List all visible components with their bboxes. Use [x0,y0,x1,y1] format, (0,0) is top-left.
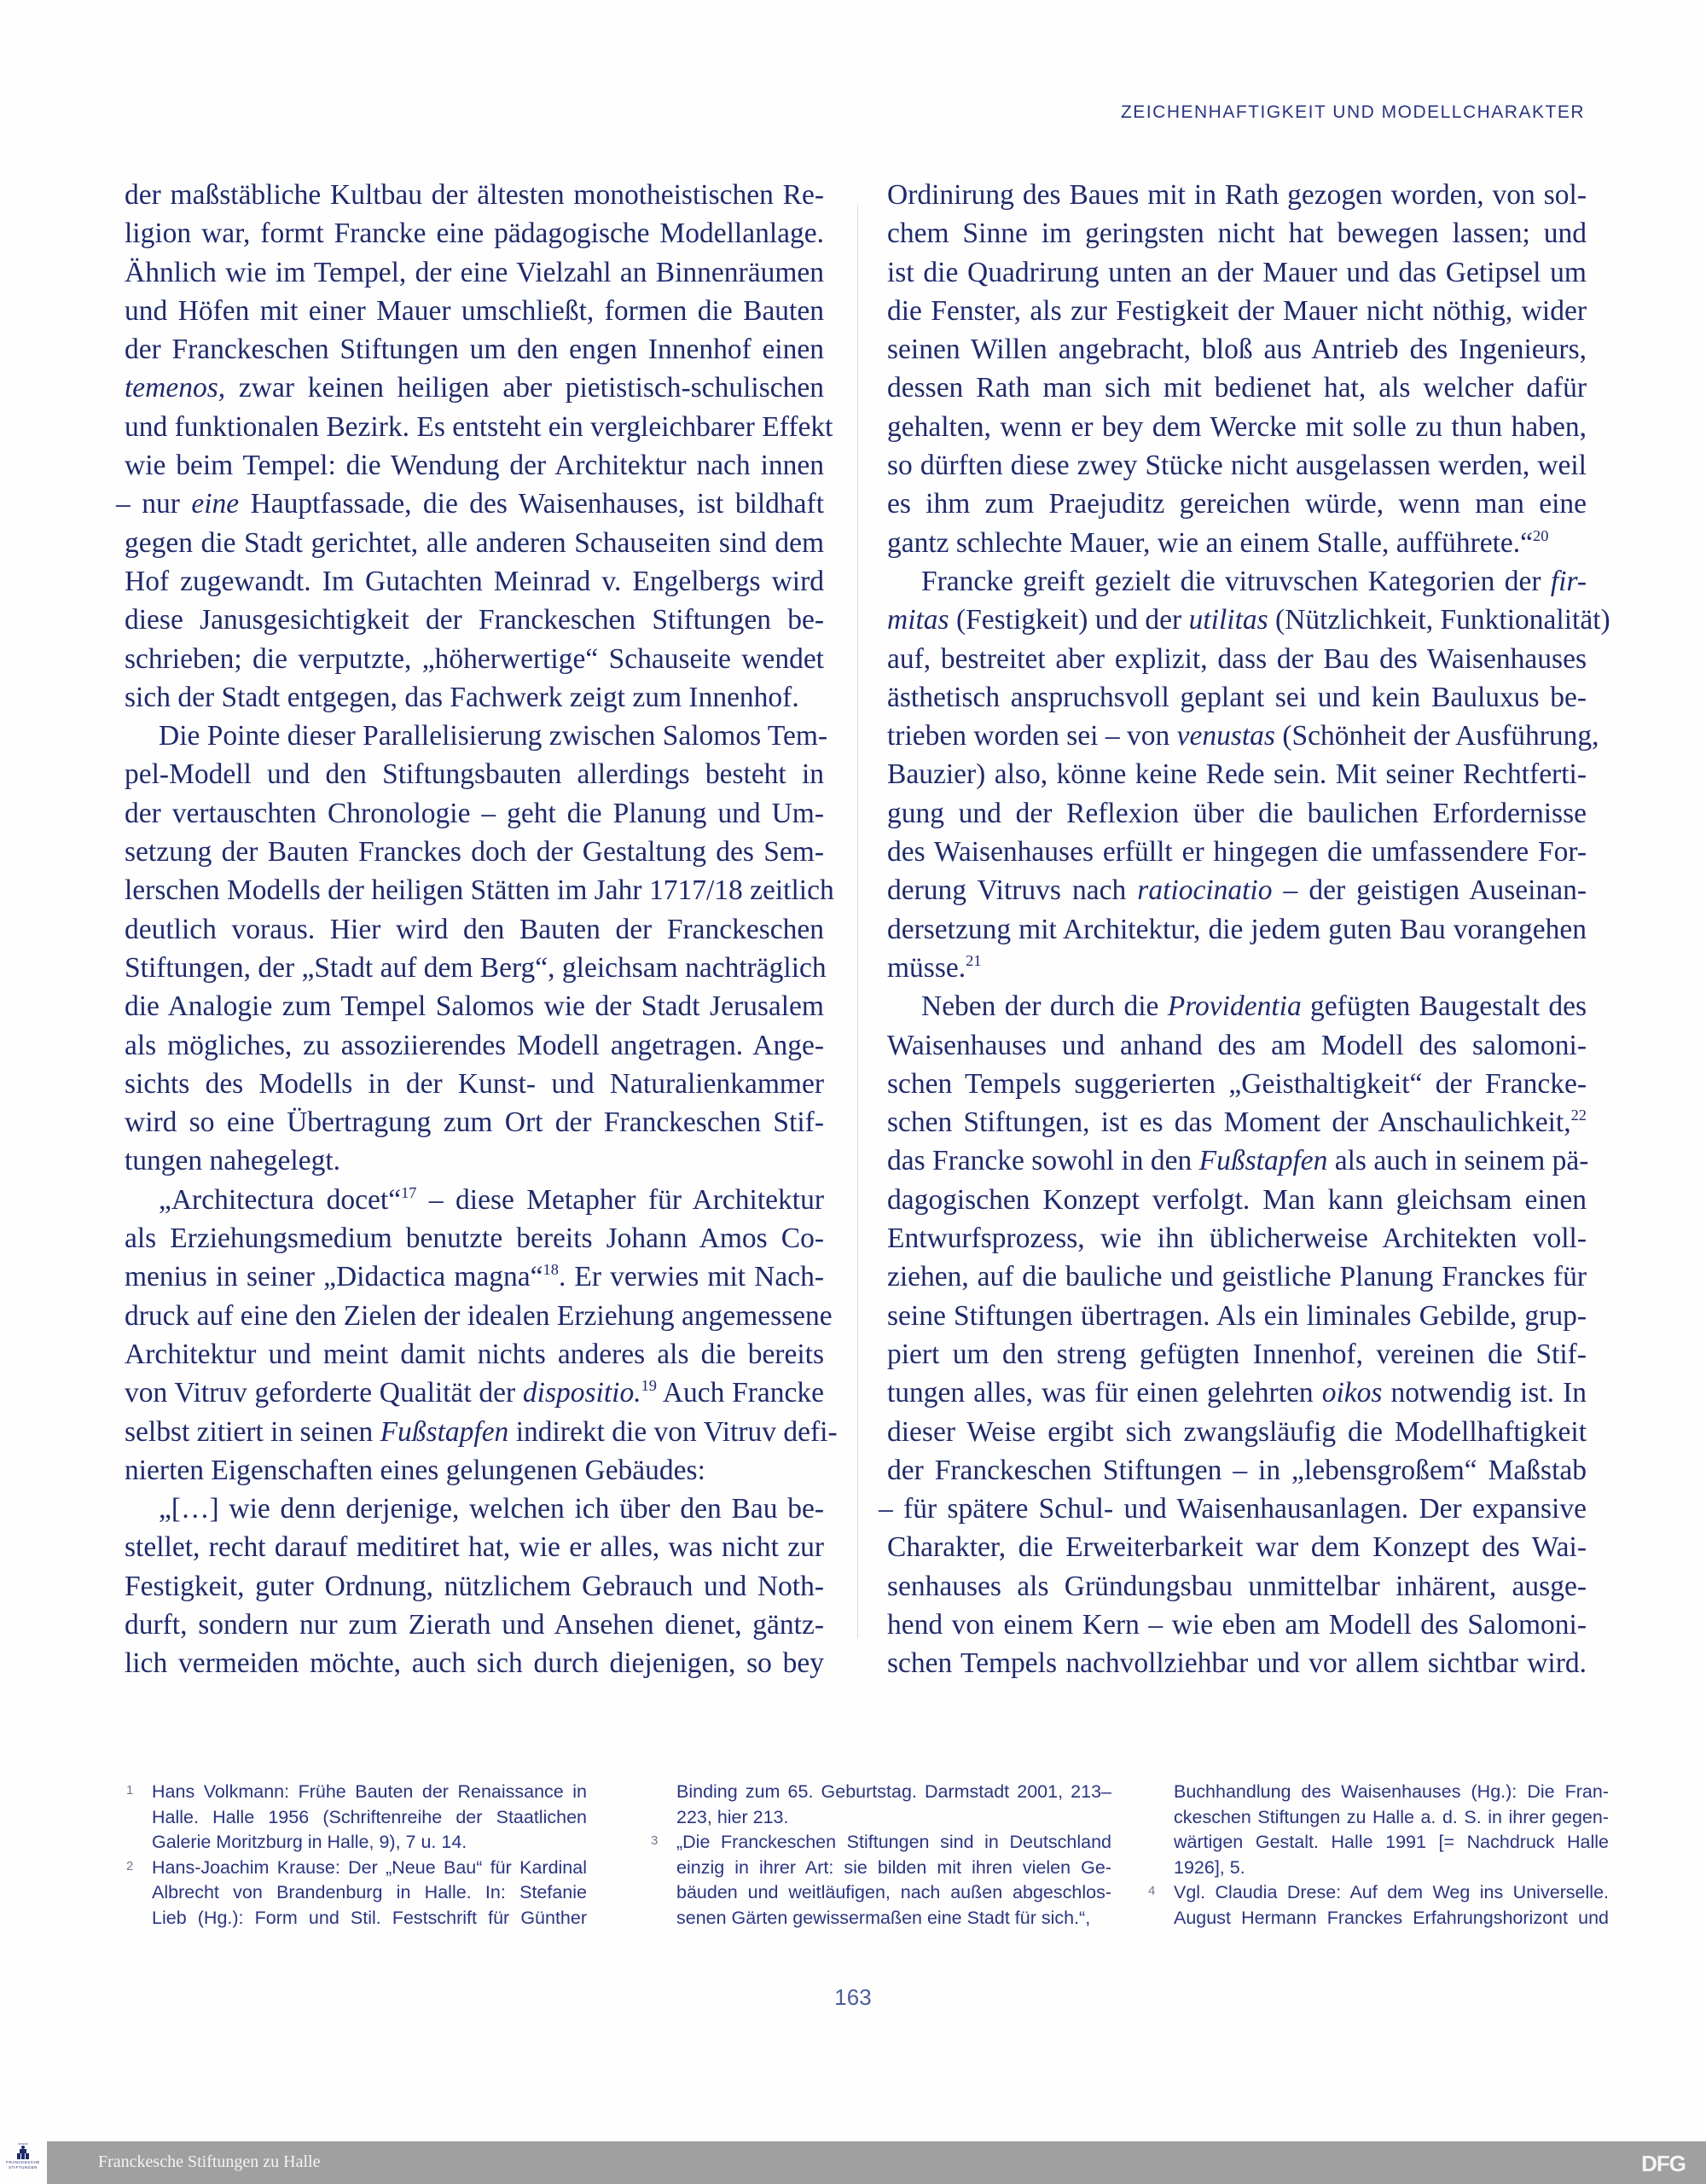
text-line: gegen die Stadt gerichtet, alle anderen Schauseiten sind dem [125,526,824,559]
text-line: die Fenster, als zur Festigkeit der Mauer nicht nöthig, wider [887,294,1587,327]
text-line: nierten Eigenschaften eines gelungenen Gebäudes: [125,1454,705,1486]
text-line: Ordinirung des Baues mit in Rath gezogen worden, von sol- [887,179,1587,211]
text-line: dersetzung mit Architektur, die jedem guten Bau vorangehen [887,913,1587,945]
text-line: es ihm zum Praejuditz gereichen würde, wenn man eine [887,488,1587,520]
text-line: durft, sondern nur zum Zierath und Ansehen dienet, gäntz- [125,1608,824,1641]
italic-term: oikos [1321,1377,1383,1409]
footnote-2-cont: Binding zum 65. Geburtstag. Darmstadt 2001, 213– 223, hier 213. [676,1781,1111,1827]
footnote-number: 2 [126,1858,134,1873]
text-line: deutlich voraus. Hier wird den Bauten der Franckeschen [125,913,824,945]
footnote-number: 3 [651,1833,659,1848]
italic-term: venustas [1176,720,1275,752]
text-line: als Erziehungsmedium benutzte bereits Johann Amos Co- [125,1223,824,1255]
text-line: und Höfen mit einer Mauer umschließt, formen die Bauten [125,294,824,327]
text-line: das Francke sowohl in den Fußstapfen als auch in seinem pä- [887,1145,1589,1177]
paragraph-start: Neben der durch die Providentia gefügten Baugestalt des [921,990,1587,1023]
text-line: sichts des Modells in der Kunst- und Naturalienkammer [125,1067,824,1100]
footnote-column [1148,1780,1609,1931]
text-line: hend von einem Kern – wie eben am Modell des Salomoni- [887,1608,1587,1641]
text-line: Entwurfsprozess, wie ihn üblicherweise Architekten voll- [887,1223,1587,1255]
text-line: Charakter, die Erweiterbarkeit war dem Konzept des Wai- [887,1531,1587,1564]
text-line: der vertauschten Chronologie – geht die Planung und Um- [125,797,824,829]
text-line: – für spätere Schul- und Waisenhausanlagen. Der expansive [879,1493,1587,1525]
footnote-3-cont: Buchhandlung des Waisenhauses (Hg.): Die Fran- ckeschen Stiftungen zu Halle a. d. S. in ihrer gegen- wärtigen Gestalt. Halle 1991 [= Nachdruck Halle 1926], 5. [1174,1781,1609,1878]
text-line: des Waisenhauses erfüllt er hingegen die umfassendere For- [887,836,1587,868]
text-line: pel-Modell und den Stiftungsbauten allerdings besteht in [125,758,824,791]
italic-term: Providentia [1167,990,1302,1023]
footer-bar [47,2141,1706,2184]
paragraph-start: Francke greift gezielt die vitruvschen Kategorien der fir- [921,565,1587,597]
footnote-ref[interactable]: 20 [1533,526,1549,544]
text-line: ziehen, auf die bauliche und geistliche Planung Franckes für [887,1261,1587,1293]
text-line: Festigkeit, guter Ordnung, nützlichem Gebrauch und Noth- [125,1570,824,1602]
footnote-ref[interactable]: 21 [966,952,982,970]
text-line: derung Vitruvs nach ratiocinatio – der geistigen Auseinan- [887,874,1587,907]
text-line: sich der Stadt entgegen, das Fachwerk zeigt zum Innenhof. [125,681,799,713]
text-line: chem Sinne im geringsten nicht hat bewegen lassen; und [887,218,1587,250]
text-line: schen Tempels nachvollziehbar und vor allem sichtbar wird. [887,1647,1587,1680]
footnote-column [126,1780,587,1931]
text-line: dagogischen Konzept verfolgt. Man kann gleichsam einen [887,1183,1587,1216]
text-line: müsse.$^{21}$ [887,951,982,984]
text-line: ist die Quadrirung unten an der Mauer und das Getipsel um [887,256,1587,288]
text-line: Hof zugewandt. Im Gutachten Meinrad v. Engelbergs wird [125,565,824,597]
italic-term: dispositio. [522,1377,641,1409]
text-line: senhauses als Gründungsbau unmittelbar inhärent, ausge- [887,1570,1587,1602]
text-line: setzung der Bauten Franckes doch der Gestaltung des Sem- [125,836,824,868]
institution-name[interactable]: Franckesche Stiftungen zu Halle [98,2152,321,2171]
running-head: ZEICHENHAFTIGKEIT UND MODELLCHARAKTER [1120,102,1585,122]
text-line: schen Tempels suggerierten „Geisthaltigkeit“ der Francke- [887,1067,1587,1100]
franckesche-stiftungen-logo: FRANCKESCHE STIFTUNGEN [0,2140,46,2184]
text-line: der Franckeschen Stiftungen um den engen Innenhof einen [125,334,824,366]
text-column-left [116,176,838,1683]
text-line: der Franckeschen Stiftungen – in „lebensgroßem“ Maßstab [887,1454,1587,1486]
text-line: dessen Rath man sich mit bedienet hat, als welcher dafür [887,372,1587,404]
text-column-right [879,176,1610,1683]
text-line: die Analogie zum Tempel Salomos wie der Stadt Jerusalem [125,990,824,1023]
text-line: wird so eine Übertragung zum Ort der Franckeschen Stif- [125,1107,824,1139]
footnote-number: 4 [1148,1884,1156,1898]
text-line: Architektur und meint damit nichts anderes als die bereits [125,1338,824,1370]
text-line: diese Janusgesichtigkeit der Franckeschen Stiftungen be- [125,604,824,636]
italic-term: mitas [887,604,949,636]
text-line: lich vermeiden möchte, auch sich durch diejenigen, so bey [125,1647,824,1680]
text-line: Stiftungen, der „Stadt auf dem Berg“, gleichsam nachträglich [125,951,827,984]
text-line: lerschen Modells der heiligen Stätten im Jahr 1717/18 zeitlich [125,874,834,907]
italic-term: Fußstapfen [1198,1145,1328,1177]
text-line: schrieben; die verputzte, „höherwertige“ Schauseite wendet [125,642,824,675]
text-line: Bauzier) also, könne keine Rede sein. Mit seiner Rechtferti- [887,758,1587,791]
footnote-2: 2 Hans-Joachim Krause: Der „Neue Bau“ für Kardinal Albrecht von Brandenburg in Halle. In: Stefanie Lieb (Hg.): Form und Stil. Festschrift für Günther [126,1856,587,1931]
footnote-3: 3 „Die Franckeschen Stiftungen sind in Deutschland einzig in ihrer Art: sie bilden mit ihren vielen Ge- bäuden und weitläufigen, nach außen abgeschlos- senen Gärten gewissermaßen eine Stadt für sich.“, [651,1830,1111,1931]
text-line: ligion war, formt Francke eine pädagogische Modellanlage. [125,218,824,250]
column-divider [857,205,858,1638]
dfg-logo: DFG [1641,2151,1686,2176]
text-line: Waisenhauses und anhand des am Modell des salomoni- [887,1029,1587,1061]
text-line: wie beim Tempel: die Wendung der Architektur nach innen [125,450,824,482]
text-line: Ähnlich wie im Tempel, der eine Vielzahl an Binnenräumen [125,256,824,288]
text-line: von Vitruv geforderte Qualität der dispositio.$^{19}$ Auch Francke [125,1377,825,1409]
page-number: 163 [834,1984,872,2010]
text-line: schen Stiftungen, ist es das Moment der Anschaulichkeit,$^{22}$ [887,1107,1587,1139]
footnote-4: 4 Vgl. Claudia Drese: Auf dem Weg ins Universelle. August Hermann Franckes Erfahrungshorizont und [1148,1880,1609,1931]
footnote-ref[interactable]: 18 [543,1261,559,1279]
text-line: gehalten, wenn er bey dem Wercke mit solle zu thun haben, [887,410,1587,443]
quote-start: „[…] wie denn derjenige, welchen ich über den Bau be- [159,1493,824,1525]
text-line: auf, bestreitet aber explizit, dass der Bau des Waisenhauses [887,642,1587,675]
text-line: als mögliches, zu assoziierendes Modell angetragen. Ange- [125,1029,824,1061]
text-line: tungen nahegelegt. [125,1145,341,1177]
footnote-ref[interactable]: 19 [641,1377,657,1395]
text-line: selbst zitiert in seinen Fußstapfen indirekt die von Vitruv defi- [125,1415,838,1448]
italic-term: eine [191,488,240,520]
text-line: seinen Willen angebracht, bloß aus Antrieb des Ingenieurs, [887,334,1587,366]
text-line: gung und der Reflexion über die baulichen Erfordernisse [887,797,1587,829]
text-line: ästhetisch anspruchsvoll geplant sei und kein Bauluxus be- [887,681,1587,713]
text-line: seine Stiftungen übertragen. Als ein liminales Gebilde, grup- [887,1299,1587,1332]
paragraph-start: „Architectura docet“$^{17}$ – diese Metapher für Architektur [159,1183,824,1216]
footnote-ref[interactable]: 17 [401,1183,417,1201]
text-line: stellet, recht darauf meditiret hat, wie er alles, was nicht zur [125,1531,824,1564]
text-line: – nur eine Hauptfassade, die des Waisenhauses, ist bildhaft [116,488,825,520]
paragraph-start: Die Pointe dieser Parallelisierung zwischen Salomos Tem- [159,720,828,752]
building-figure-icon [15,2143,31,2160]
text-line: trieben worden sei – von venustas (Schönheit der Ausführung, [887,720,1599,752]
text-line: druck auf eine den Zielen der idealen Erziehung angemessene [125,1299,833,1332]
text-line: temenos, zwar keinen heiligen aber pietistisch-schulischen [125,372,825,404]
italic-term: utilitas [1188,604,1268,636]
italic-term: Fußstapfen [380,1415,509,1448]
italic-term: temenos, [125,372,226,404]
text-line: dieser Weise ergibt sich zwangsläufig die Modellhaftigkeit [887,1415,1587,1448]
italic-term: ratiocinatio [1137,874,1273,907]
footnote-ref[interactable]: 22 [1570,1107,1587,1124]
text-line: so dürften diese zwey Stücke nicht ausgelassen werden, weil [887,450,1587,482]
text-line: mitas (Festigkeit) und der utilitas (Nützlichkeit, Funktionalität) [887,604,1610,636]
text-line: der maßstäbliche Kultbau der ältesten monotheistischen Re- [125,179,824,211]
text-line: und funktionalen Bezirk. Es entsteht ein vergleichbarer Effekt [125,410,833,443]
text-line: piert um den streng gefügten Innenhof, vereinen die Stif- [887,1338,1587,1370]
footnote-column [651,1780,1111,1931]
italic-term: fir- [1550,565,1587,597]
text-line: tungen alles, was für einen gelehrten oikos notwendig ist. In [887,1377,1587,1409]
footnote-1: 1 Hans Volkmann: Frühe Bauten der Renaissance in Halle. Halle 1956 (Schriftenreihe der Staatlichen Galerie Moritzburg in Halle, 9), 7 u. 14. [126,1780,587,1856]
text-line: menius in seiner „Didactica magna“$^{18}$. Er verwies mit Nach- [125,1261,824,1293]
text-line: gantz schlechte Mauer, wie an einem Stalle, aufführete.“$^{20}$ [887,526,1549,559]
footnote-number: 1 [126,1783,134,1798]
